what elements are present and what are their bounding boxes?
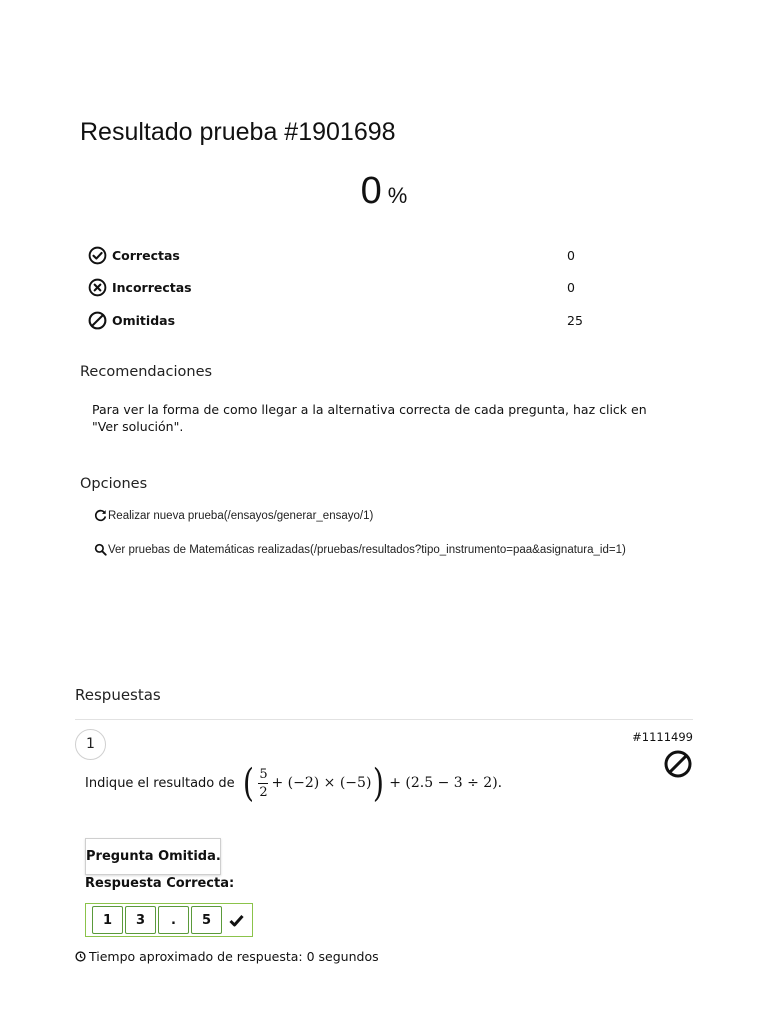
math-middle: + (−2) × (−5) (271, 775, 372, 791)
question-math: ( $\frac{5}{2}$ + (−2) × (−5) ) + (2.5 − 3 ÷ 2). (242, 761, 503, 805)
question-id: #1111499 (632, 730, 693, 744)
page-title: Resultado prueba #1901698 (80, 118, 396, 146)
check-circle-icon (88, 246, 107, 265)
score-display (0, 170, 768, 213)
ban-icon (88, 311, 107, 330)
stat-value: 0 (567, 248, 575, 263)
stat-label: Correctas (112, 248, 180, 263)
stat-value: 0 (567, 280, 575, 295)
stat-label: Omitidas (112, 313, 176, 328)
new-test-link[interactable] (94, 509, 373, 522)
options-heading: Opciones (80, 476, 148, 492)
stat-label: Incorrectas (112, 280, 192, 295)
stat-row-incorrectas (88, 278, 648, 300)
correct-answer-grid (85, 903, 253, 937)
fraction-denominator: 2 (259, 784, 268, 800)
omitted-status-badge: Pregunta Omitida. (85, 838, 221, 875)
answer-digit: 5 (191, 906, 222, 934)
new-test-label: Realizar nueva prueba(/ensayos/generar_ensayo/1) (108, 510, 374, 522)
score-value: 0 (360, 170, 382, 212)
question-prompt: Indique el resultado de (85, 775, 235, 791)
math-tail: + (2.5 − 3 ÷ 2). (389, 775, 503, 791)
answer-digit: 3 (125, 906, 156, 934)
divider (75, 719, 693, 720)
stat-row-omitidas (88, 311, 648, 333)
answer-digit: . (158, 906, 189, 934)
check-icon (229, 914, 244, 927)
view-tests-link[interactable] (94, 543, 626, 556)
question-text (85, 762, 502, 804)
ban-icon (663, 749, 693, 779)
score-unit: % (387, 183, 408, 208)
math-fraction (258, 767, 268, 800)
correct-answer-label: Respuesta Correcta: (85, 876, 235, 891)
stat-value: 25 (567, 313, 583, 328)
response-time-text: Tiempo aproximado de respuesta: 0 segundos (89, 949, 379, 964)
stat-row-correctas (88, 246, 648, 268)
search-icon (94, 543, 107, 556)
recommendations-heading: Recomendaciones (80, 364, 213, 380)
answer-digit: 1 (92, 906, 123, 934)
clock-icon (75, 951, 86, 962)
recommendations-text: Para ver la forma de como llegar a la alternativa correcta de cada pregunta, haz click en "Ver solución". (92, 402, 647, 434)
fraction-numerator: 5 (259, 766, 268, 782)
response-time (75, 949, 379, 964)
times-circle-icon (88, 278, 107, 297)
answers-heading: Respuestas (75, 686, 161, 704)
question-number: 1 (75, 729, 106, 760)
view-tests-label: Ver pruebas de Matemáticas realizadas(/pruebas/resultados?tipo_instrumento=paa&asignatura_id=1) (108, 544, 626, 556)
refresh-icon (94, 509, 107, 522)
